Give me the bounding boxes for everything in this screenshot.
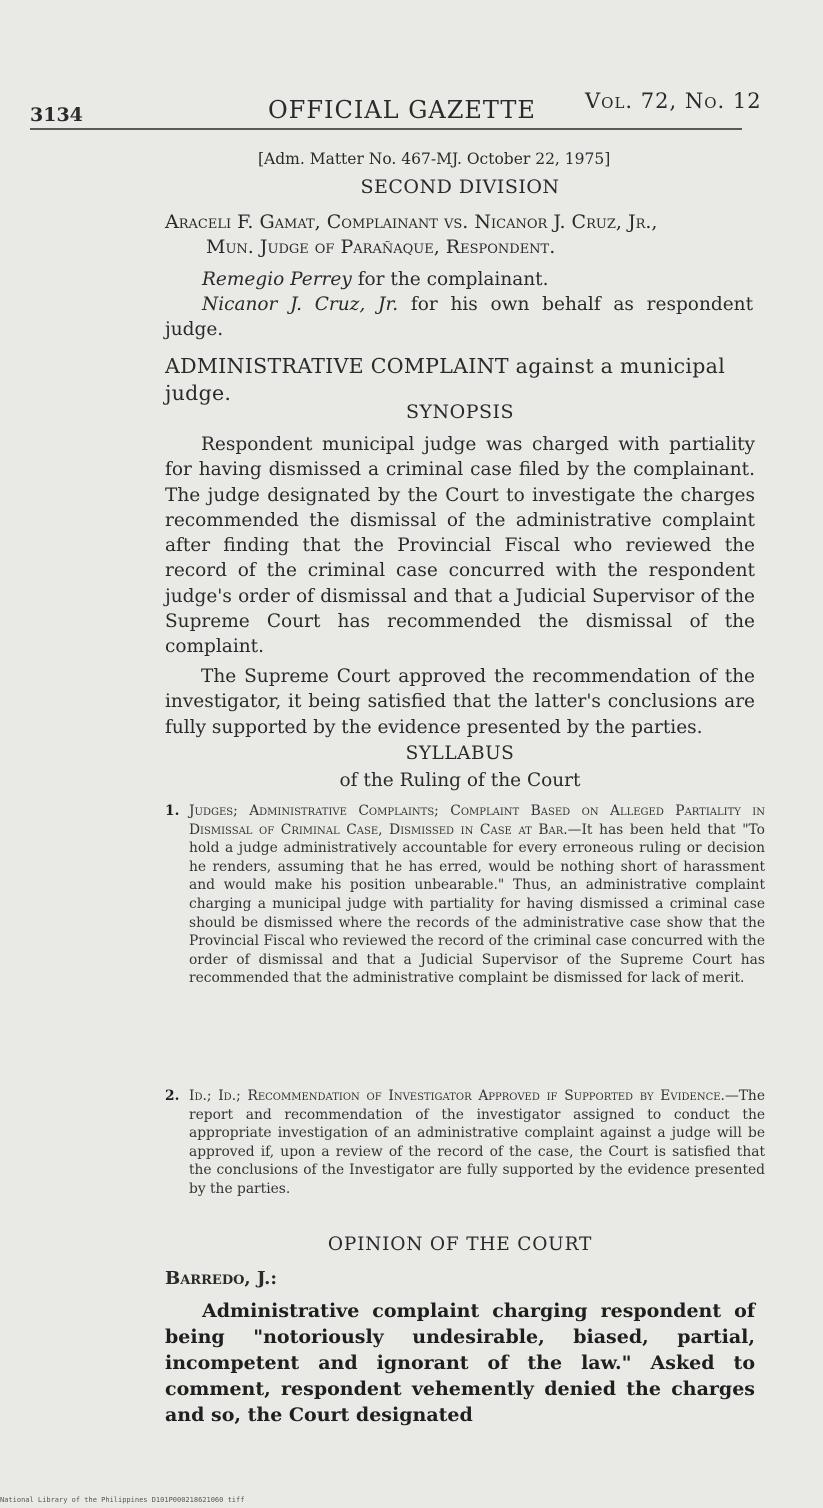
header-rule [30, 128, 742, 130]
page-number: 3134 [30, 104, 83, 126]
syllabus-item-number: 2. [165, 1088, 180, 1104]
scan-footer: National Library of the Philippines D101P000218621060 tiff [0, 1496, 245, 1504]
case-nature: ADMINISTRATIVE COMPLAINT against a municipal judge. [165, 354, 726, 405]
division-heading: SECOND DIVISION [360, 176, 560, 198]
counsel-respondent [165, 292, 753, 342]
counsel-respondent-name: Nicanor J. Cruz, Jr. [202, 294, 399, 315]
opinion-paragraph-1: Administrative complaint charging respondent of being "notoriously undesirable, biased, partial, incompetent and ignorant of the law." Asked to comment, respondent vehemently denied the charges and so, the Court designated [165, 1300, 755, 1426]
syllabus-item-text: —The report and recommendation of the investigator assigned to conduct the appropriate investigation of an administrative complaint against a judge will be approved if, upon a review of the record of the case, the Court is satisfied that the conclusions of the Investigator are fully supported by the evidence presented by the parties. [189, 1088, 765, 1197]
synopsis-heading: SYNOPSIS [405, 401, 515, 423]
docket-line: [Adm. Matter No. 467-MJ. October 22, 1975] [258, 150, 611, 168]
syllabus-heading: SYLLABUS [405, 743, 515, 764]
opinion-author: Barredo, J.: [165, 1268, 277, 1289]
counsel-respondent-role: for his own behalf as respondent judge. [165, 294, 753, 340]
counsel-complainant [202, 267, 549, 292]
syllabus-item-caption: Judges; Administrative Complaints; Complaint Based on Alleged Partiality in Dismissal of Criminal Case, Dismissed in Case at Bar. [189, 803, 765, 838]
counsel-complainant-name: Remegio Perrey [202, 269, 352, 290]
publication-title: OFFICIAL GAZETTE [268, 96, 536, 124]
volume-number: Vol. 72, No. 12 [585, 89, 762, 113]
syllabus-item-2 [165, 1087, 765, 1199]
syllabus-subheading: of the Ruling of the Court [339, 770, 581, 791]
syllabus-item-text: —It has been held that "To hold a judge administratively accountable for every erroneous ruling or decision he renders, assuming that he has erred, would be nothing short of harassment and would make his position unbearable." Thus, an administrative complaint charging a municipal judge with partiality for having dismissed a criminal case should be dismissed where the records of the administrative case show that the Provincial Fiscal who reviewed the record of the criminal case concurred with the order of dismissal and that a Judicial Supervisor of the Supreme Court has recommended that the administrative complaint be dismissed for lack of merit. [189, 821, 765, 987]
syllabus-item-number: 1. [165, 803, 180, 819]
opinion-heading: OPINION OF THE COURT [327, 1234, 593, 1255]
syllabus-item-1 [165, 802, 765, 988]
synopsis-paragraph-2: The Supreme Court approved the recommendation of the investigator, it being satisfied that the latter's conclusions are fully supported by the evidence presented by the parties. [165, 666, 755, 738]
synopsis-paragraph-1: Respondent municipal judge was charged with partiality for having dismissed a criminal case filed by the complainant. The judge designated by the Court to investigate the charges recommended the dismissal of the administrative complaint after finding that the Provincial Fiscal who reviewed the record of the criminal case concurred with the respondent judge's order of dismissal and that a Judicial Supervisor of the Supreme Court has recommended the dismissal of the complaint. [165, 434, 755, 658]
counsel-complainant-role: for the complainant. [351, 269, 549, 290]
parties-line-2: Mun. Judge of Parañaque, Respondent. [206, 236, 556, 258]
parties-line-1: Araceli F. Gamat, Complainant vs. Nicanor J. Cruz, Jr., [165, 211, 658, 233]
syllabus-item-caption: Id.; Id.; Recommendation of Investigator Approved if Supported by Evidence. [189, 1088, 725, 1104]
